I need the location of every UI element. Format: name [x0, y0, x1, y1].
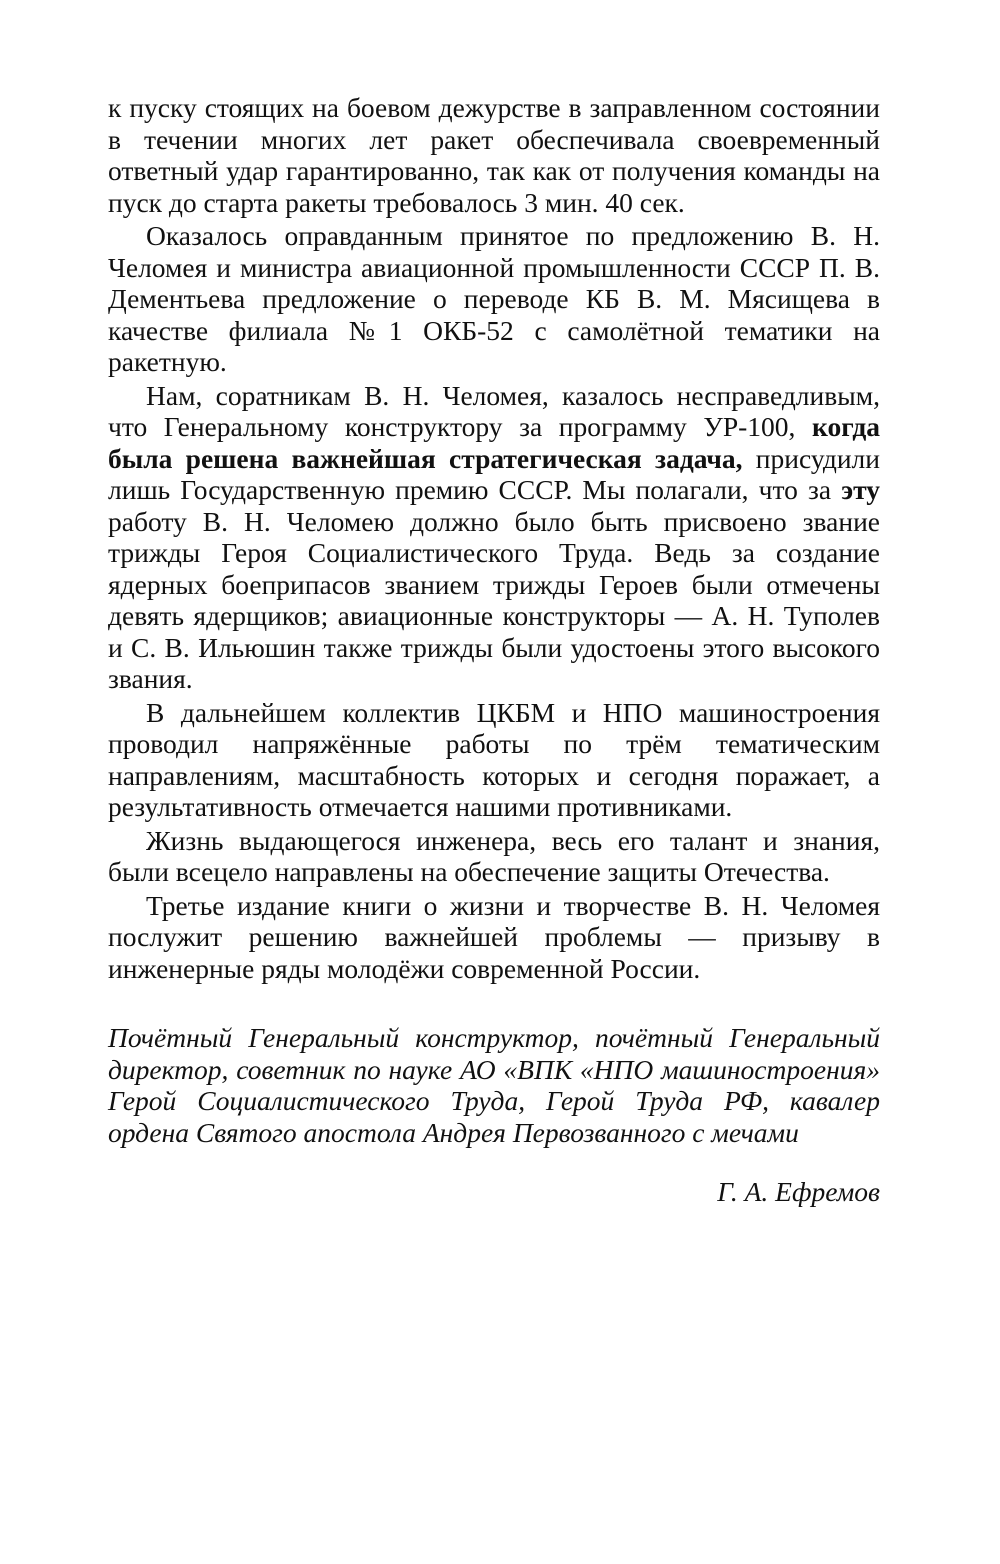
paragraph-3-text-b: присудили лишь Государственную премию СССР. Мы полагали, что за — [108, 442, 880, 505]
paragraph-3-bold-a: когда была решена важнейшая стратегическая задача, — [108, 411, 880, 474]
paragraph-6: Третье издание книги о жизни и творчестве В. Н. Челомея послужит решению важнейшей проблемы — призыву в инженерные ряды молодёжи современной России. — [108, 889, 880, 984]
page-body — [108, 92, 880, 1235]
paragraph-3-text-c: работу В. Н. Челомею должно было быть присвоено звание трижды Героя Социалистического Труда. Ведь за создание ядерных боеприпасов званием трижды Героев были отмечены девять ядерщиков; авиационные конструкторы — А. Н. Туполев и С. В. Ильюшин также трижды были удостоены этого высокого звания. — [108, 505, 880, 694]
paragraph-1: к пуску стоящих на боевом дежурстве в заправленном состоянии в течении многих лет ракет обеспечивала своевременный ответный удар гарантированно, так как от получения команды на пуск до старта ракеты требовалось 3 мин. 40 сек. — [108, 92, 880, 218]
paragraph-3-text-a: Нам, соратникам В. Н. Челомея, казалось несправедливым, что Генеральному конструктору за программу УР-100, — [108, 379, 880, 442]
paragraph-5: Жизнь выдающегося инженера, весь его талант и знания, были всецело направлены на обеспечение защиты Отечества. — [108, 824, 880, 887]
paragraph-3 — [108, 380, 880, 695]
signature-author: Г. А. Ефремов — [717, 1175, 880, 1207]
paragraph-3-bold-b: эту — [841, 474, 880, 505]
paragraph-2: Оказалось оправданным принятое по предложению В. Н. Челомея и министра авиационной промышленности СССР П. В. Дементьева предложение о переводе КБ В. М. Мясищева в качестве филиала №1 ОКБ-52 с самолётной тематики на ракетную. — [108, 220, 880, 377]
signature-title: Почётный Генеральный конструктор, почётный Генеральный директор, советник по науке АО «ВПК «НПО машиностроения» Герой Социалистического Труда, Герой Труда РФ, кавалер ордена Святого апостола Андрея Первозванного с мечами — [108, 1022, 880, 1148]
paragraph-4: В дальнейшем коллектив ЦКБМ и НПО машиностроения проводил напряжённые работы по трём тематическим направлениям, масштабность которых и сегодня поражает, а результативность отмечается нашими противниками. — [108, 696, 880, 822]
